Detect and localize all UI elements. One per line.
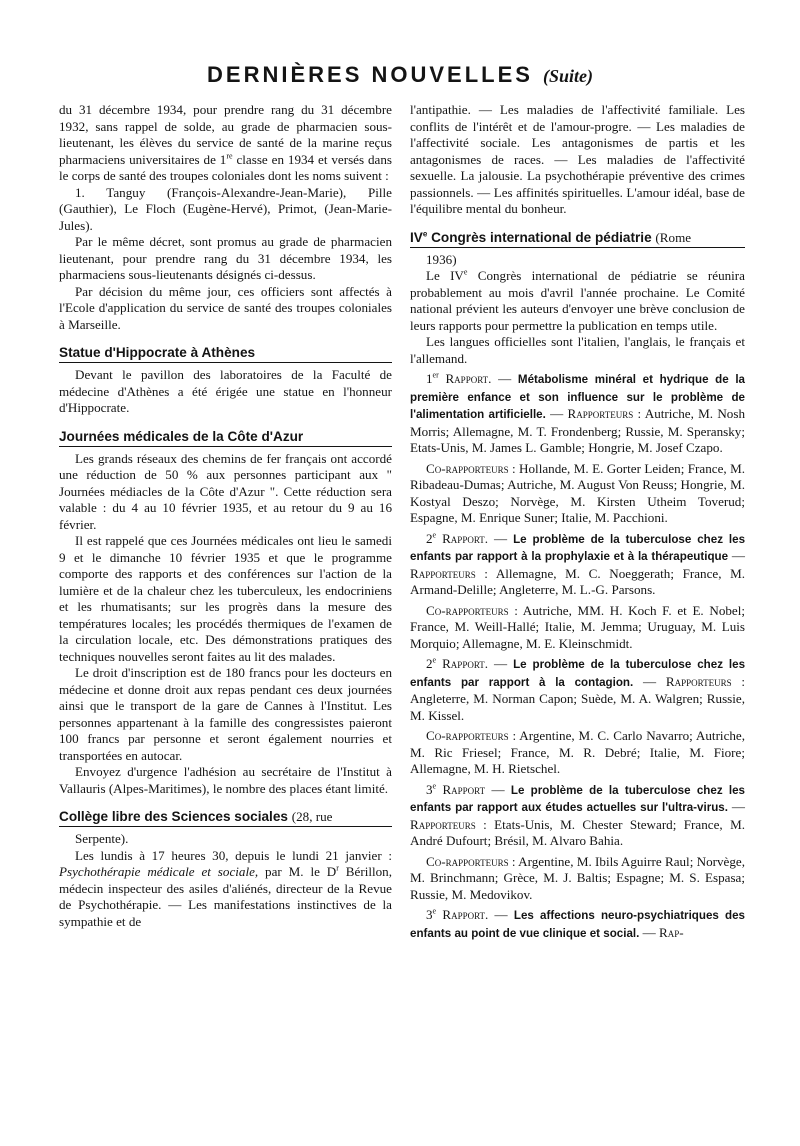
- rapport-label: Rapport.: [442, 907, 489, 922]
- paragraph: [59, 102, 392, 185]
- paragraph: l'antipathie. — Les maladies de l'affectivité familiale. Les conflits de l'intérêt et de l'amour-progre. — Les maladies de l'affectivité sociale. Les antagonismes de partis et les antagonismes de races. — Les maladies de l'affectivité sexuelle. La jalousie. La psychothérapie préventive des crimes passionnels. — Les affinités spirituelles. L'amour idéal, base de l'équilibre mental du bonheur.: [410, 102, 745, 216]
- text: Autriche, MM. H. Koch F. et E. Nobel; France, M. Weill-Hallé; Italie, M. Jemma; Uruguay, M. Luis Morquio; Allemagne, M. E. Kleinschmidt.: [410, 602, 746, 651]
- heading-tail: (28, rue: [291, 809, 333, 824]
- superscript: e: [432, 781, 437, 791]
- superscript: e: [422, 228, 428, 238]
- text: Angleterre, M. Norman Capon; Suède, M. A. Walgren; Russie, M. Kissel.: [410, 691, 745, 723]
- text: par M. le D: [258, 864, 337, 879]
- superscript: e: [463, 267, 468, 277]
- page-title-suite: (Suite): [542, 66, 593, 86]
- text: 1: [426, 371, 433, 386]
- section-heading-hippocrate: Statue d'Hippocrate à Athènes: [59, 344, 392, 363]
- section-heading-college: [59, 808, 392, 827]
- text: —: [488, 907, 514, 922]
- heading-text: IV: [410, 229, 423, 245]
- rapport-title: Le problème de la tuberculose chez les enfants par rapport à la prophylaxie et à la thérapeutique: [410, 532, 746, 563]
- text: 2: [426, 656, 433, 671]
- left-column: [59, 102, 392, 930]
- rapport-title: Le problème de la tuberculose chez les enfants par rapport à la contagion.: [410, 658, 746, 689]
- rapport-label: Rapport.: [442, 530, 489, 546]
- superscript: r: [336, 863, 339, 873]
- text: —: [488, 530, 514, 546]
- rapport-title: Le problème de la tuberculose chez les enfants par rapport aux études actuelles sur l'ultra-virus.: [410, 783, 746, 814]
- paragraph: Les langues officielles sont l'italien, l'anglais, le français et l'allemand.: [410, 334, 745, 366]
- text: Etats-Unis, M. Chester Steward; France, M. André Dufourt; Brésil, M. Alvaro Bahia.: [410, 816, 745, 848]
- paragraph: 1. Tanguy (François-Alexandre-Jean-Marie), Pille (Gauthier), Le Floch (Eugène-Hervé), Primot, (Jean-Marie-Jules).: [59, 184, 392, 233]
- superscript: er: [432, 370, 439, 380]
- text: —: [488, 656, 514, 671]
- text: Bérillon, médecin inspecteur des asiles d'aliénés, directeur de la Revue de Psychothérapie. — Les manifestations instinctives de la sympathie et de: [59, 864, 392, 929]
- rapporteurs-label: — Rapporteurs :: [410, 799, 745, 832]
- text: du 31 décembre 1934, pour prendre rang du 31 décembre 1932, sans rappel de solde, au grade de pharmacien sous-lieutenant, les élèves du service de santé de la marine reçus pharmaciens universitaires de 1: [59, 102, 392, 167]
- paragraph: [410, 268, 745, 334]
- section-heading-cote-azur: Journées médicales de la Côte d'Azur: [59, 428, 392, 447]
- text: Le IV: [426, 268, 464, 283]
- rapport-title: Métabolisme minéral et hydrique de la première enfance et son influence sur le problème de l'alimentation artificielle.: [410, 373, 745, 421]
- text: 2: [426, 530, 433, 546]
- co-rapporteurs-label: Co-rapporteurs :: [426, 853, 516, 869]
- rapporteurs-label: — Rapporteurs :: [545, 406, 642, 421]
- rapporteurs-label: — Rapporteurs :: [633, 673, 745, 689]
- rapport-2: [410, 531, 745, 599]
- text: Hollande, M. E. Gorter Leiden; France, M. Ribadeau-Dumas; Autriche, M. August Von Reuss; Hongrie, M. Kostyal Deszo; Norvège, M. Kirsten Utheim Toverud; Espagne, M. Enrique Suner; Italie, M. Pacchioni.: [410, 460, 746, 525]
- heading-tail: (Rome: [655, 229, 692, 245]
- text: Congrès international de pédiatrie se réunira probablement au mois d'avril l'année prochaine. Le Comité national prévient les auteurs d'envoyer une brève conclusion de leurs rapports pour permettre la publication en temps utile.: [410, 268, 745, 333]
- heading-text: Congrès international de pédiatrie: [427, 229, 652, 245]
- text: Autriche, M. Nosh Morris; Allemagne, M. T. Frondenberg; Russie, M. Speransky; Etats-Unis, M. James L. Gamble; Hongrie, M. Josef Czapo.: [410, 406, 745, 455]
- co-rapporteurs-1: [410, 461, 745, 527]
- paragraph: Par le même décret, sont promus au grade de pharmacien lieutenant, pour prendre rang du 31 décembre 1934, les pharmaciens sous-lieutenants désignés ci-dessus.: [59, 234, 392, 282]
- superscript: e: [432, 655, 437, 665]
- rapport-label: Rapport.: [445, 371, 492, 386]
- text: Allemagne, M. C. Noeggerath; France, M. Armand-Delille; Angleterre, M. L.-G. Parsons.: [410, 565, 745, 597]
- co-rapporteurs-3: [410, 728, 745, 778]
- italic-text: Psychothérapie médicale et sociale,: [59, 864, 259, 879]
- rapport-5: [410, 907, 745, 942]
- paragraph: Le droit d'inscription est de 180 francs pour les docteurs en médecine et donne droit aux repas pendant ces deux journées ainsi que le transport de la gare de Cannes à l'Institut. Les personnes appartenant à la famille des congressistes paieront 100 francs par personne et seront également nourries et transportées en autocar.: [59, 665, 392, 763]
- right-column: [410, 102, 745, 942]
- text: —: [491, 371, 518, 386]
- text: classe en 1934 et versés dans le corps de santé des troupes coloniales dont les noms suivent :: [59, 151, 392, 183]
- text: Les lundis à 17 heures 30, depuis le lundi 21 janvier :: [75, 847, 392, 863]
- heading-text: Collège libre des Sciences sociales: [59, 809, 288, 824]
- rapport-title: Les affections neuro-psychiatriques des enfants au point de vue clinique et social.: [410, 909, 746, 940]
- superscript: e: [432, 530, 437, 540]
- text: —: [485, 781, 511, 797]
- superscript: e: [432, 906, 437, 916]
- co-rapporteurs-label: Co-rapporteurs :: [426, 460, 516, 476]
- heading-continuation: Serpente).: [75, 831, 129, 846]
- rapport-tail: — Rap-: [639, 924, 684, 940]
- heading-continuation: 1936): [426, 251, 457, 267]
- co-rapporteurs-label: Co-rapporteurs :: [426, 602, 518, 618]
- co-rapporteurs-label: Co-rapporteurs :: [426, 728, 517, 743]
- rapport-1: [410, 371, 745, 457]
- rapport-4: [410, 782, 745, 850]
- page-header: [0, 62, 800, 91]
- paragraph: Il est rappelé que ces Journées médicales ont lieu le samedi 9 et le dimanche 10 février 1935 et que le programme comporte des rapports et des conférences sur l'action de la lumière et de la chaleur chez les tuberculeux, les endocriniens et les rhumatisants; sur les progrès dans la mesure des températures locales; les procédés thermiques de l'examen de la circulation locale, etc. Des démonstrations pratiques des techniques nouvelles seront faites au lit des malades.: [59, 533, 392, 664]
- text: 3: [426, 907, 433, 922]
- co-rapporteurs-4: [410, 854, 745, 904]
- rapport-3: [410, 656, 745, 724]
- rapport-label: Rapport: [442, 781, 486, 797]
- co-rapporteurs-2: [410, 603, 745, 653]
- paragraph: Par décision du même jour, ces officiers sont affectés à l'Ecole d'application du service de santé des troupes coloniales à Marseille.: [59, 283, 392, 332]
- paragraph: Devant le pavillon des laboratoires de la Faculté de médecine d'Athènes a été érigée une statue en l'honneur d'Hippocrate.: [59, 367, 392, 415]
- text: Argentine, M. C. Carlo Navarro; Autriche, M. Ric Friesel; France, M. R. Debré; Italie, M. Fiore; Allemagne, M. H. Rietschel.: [410, 728, 746, 776]
- text: 3: [426, 781, 433, 797]
- rapport-label: Rapport.: [442, 656, 489, 671]
- section-heading-pediatrie: [410, 229, 745, 248]
- paragraph: Envoyez d'urgence l'adhésion au secrétaire de l'Institut à Vallauris (Alpes-Maritimes), le nombre des places étant limité.: [59, 764, 392, 796]
- superscript: re: [226, 151, 233, 161]
- paragraph: Les grands réseaux des chemins de fer français ont accordé une réduction de 50 % aux personnes participant aux " Journées médiacles de la Côte d'Azur ". Cette réduction sera valable : du 4 au 10 février 1935, et au retour du 9 au 16 février.: [59, 450, 392, 532]
- page-title: DERNIÈRES NOUVELLES: [207, 62, 533, 87]
- text: Argentine, M. Ibils Aguirre Raul; Norvège, M. Brinchmann; Grèce, M. J. Baltis; Espagne; M. S. Espasa; Russie, M. Medovikov.: [410, 853, 745, 902]
- paragraph: [59, 848, 392, 931]
- rapporteurs-label: — Rapporteurs :: [410, 548, 745, 581]
